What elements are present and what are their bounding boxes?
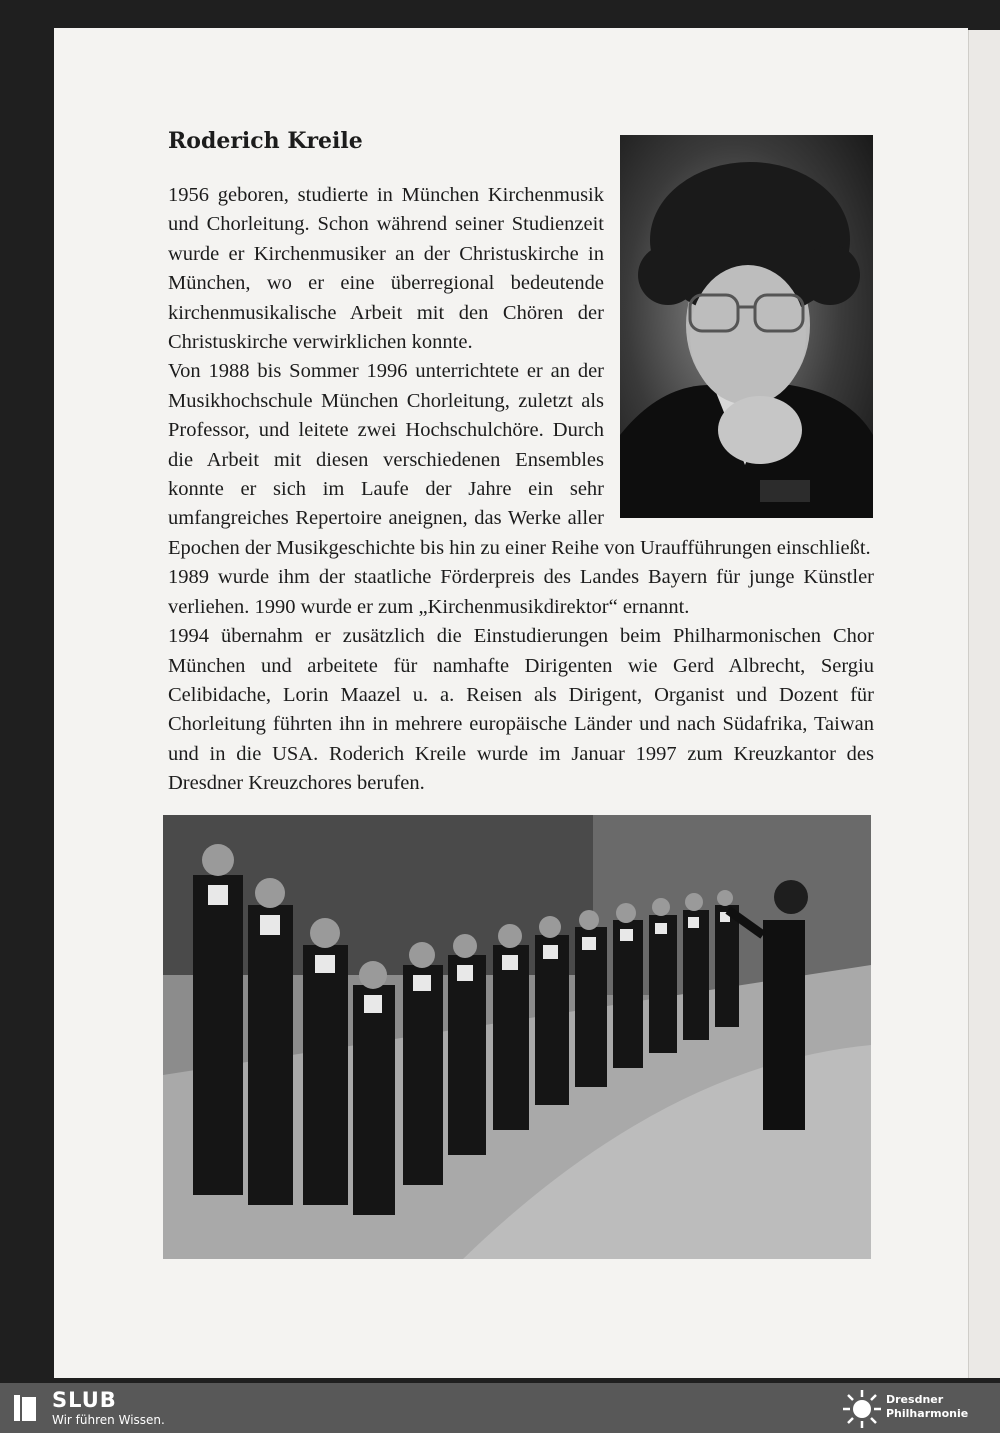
book-icon [14, 1395, 36, 1421]
bio-paragraph: Von 1988 bis Sommer 1996 unterrichtete er an der Musikhochschule München Chorleitung, zuletzt als Professor, und leitete zwei Hochschulchöre. Durch die Arbeit mit diesen verschiedenen Ensembles konnte er sich im Laufe der Jahre ein sehr umfangreiches Repertoire aneignen, das Werke aller Epochen der Musikgeschichte bis hin zu einer Reihe von Uraufführungen einschließt. [168, 360, 871, 559]
partner-name: Dresdner Philharmonie [886, 1393, 969, 1420]
bio-paragraph: 1989 wurde ihm der staatliche Förderpreis des Landes Bayern für junge Künstler verliehen. 1990 wurde er zum „Kirchenmusikdirektor“ ernannt. [168, 566, 874, 618]
choir-photo [163, 815, 871, 1259]
bio-paragraph: 1956 geboren, studierte in München Kirchenmusik und Chorleitung. Schon während seiner Studienzeit wurde er Kirchenmusiker an der Christuskirche in München, wo er eine überregional bedeutende kirchenmusikalische Arbeit mit den Chören der Christuskirche verwirklichen konnte. [168, 184, 604, 354]
bio-paragraph: 1994 übernahm er zusätzlich die Einstudierungen beim Philharmonischen Chor München und arbeitete für namhafte Dirigenten wie Gerd Albrecht, Sergiu Celibidache, Lorin Maazel u. a. Reisen als Dirigent, Organist und Dozent für Chorleitung führten ihn in mehrere europäische Länder und nach Südafrika, Taiwan und in die USA. Roderich Kreile wurde im Januar 1997 zum Kreuzkantor des Dresdner Kreuzchores berufen. [168, 625, 874, 795]
biography-text [168, 181, 874, 799]
sunburst-logo-icon [842, 1389, 882, 1429]
library-name: SLUB [52, 1388, 117, 1412]
adjacent-page-edge [968, 30, 1000, 1378]
library-tagline: Wir führen Wissen. [52, 1413, 165, 1427]
page-title: Roderich Kreile [168, 128, 363, 154]
footer-bar [0, 1383, 1000, 1433]
